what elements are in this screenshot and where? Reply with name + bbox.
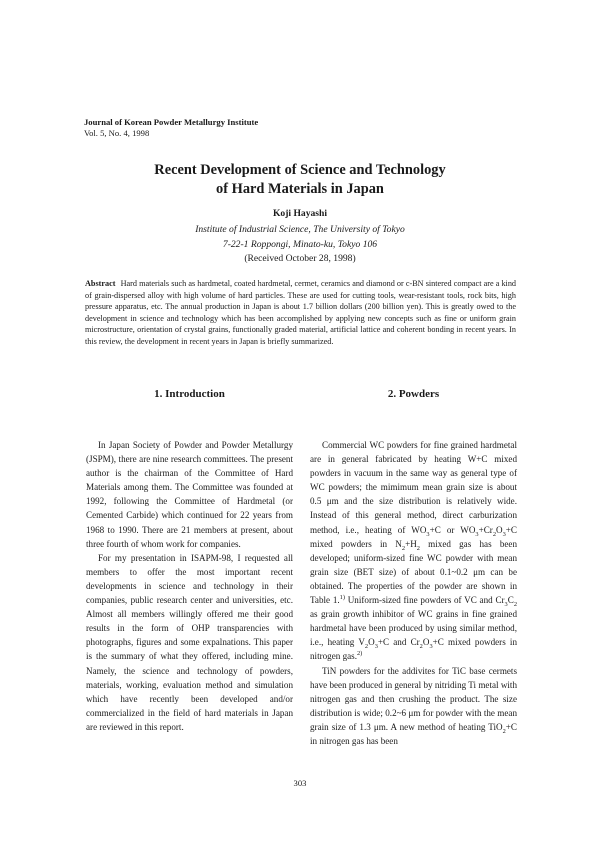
reference-1: 1): [339, 594, 345, 601]
journal-name: Journal of Korean Powder Metallurgy Institute: [84, 117, 259, 127]
title-line-2: of Hard Materials in Japan: [216, 181, 384, 197]
reference-2: 2): [356, 650, 363, 658]
page-number: 303: [293, 778, 307, 788]
article-title: [60, 161, 540, 199]
journal-volume: Vol. 5, No. 4, 1998: [84, 128, 150, 138]
powders-column: [310, 438, 517, 748]
powders-paragraph-1: Commercial WC powders for fine grained hardmetal are in general fabricated by heating W+C mixed powders in vacuum in the same way as general type of WC powders; the mimimum mean grain size is about 0.5 μm and the size distribution is relatively wide. Instead of this general method, direct carburization method, i.e., heating of $WO_3+C$ or $WO_3+Cr_2O_3+C$ mixed powders in $N_2+H_2$ mixed gas has been developed; uniform-sized fine WC powder with mean grain size (BET size) of about 0.1~0.2 μm can be obtained. The properties of the powder are shown in Table 1.$^{1)}$ Uniform-sized fine powders of VC and $Cr_3C_2$ as grain growth inhibitor of WC grains in fine grained hardmetal have been produced by using similar method, i.e., heating $V_2O_3+C$ and $Cr_2O_3+C$ mixed powders in nitrogen gas.$^{2)}$: [310, 440, 517, 662]
affiliation-line-1: Institute of Industrial Science, The University of Tokyo: [195, 224, 405, 235]
affiliation-line-2: 7-22-1 Roppongi, Minato-ku, Tokyo 106: [222, 238, 378, 250]
intro-paragraph-2: For my presentation in ISAPM-98, I requested all members to offer the most important recent developments in science and technology in their companies, public research center and universities, etc. Almost all members willingly offered me their good results in the form of OHP transparencies with photographs, figures and some expalnations. This paper is the summary of what they offered, including mine. Namely, the science and technology of powders, materials, working, evaluation method and simulation which have recently been developed and/or commercialized in the field of hard materials in Japan are reviewed in this report.: [86, 552, 293, 732]
author-name: Koji Hayashi: [272, 208, 328, 219]
journal-header: [84, 117, 258, 139]
abstract: [85, 278, 516, 348]
introduction-column: [86, 438, 293, 734]
title-line-1: Recent Development of Science and Technology: [154, 162, 446, 178]
section-heading-introduction: 1. Introduction: [154, 388, 225, 400]
affiliation-block: [60, 223, 540, 267]
abstract-text: Hard materials such as hardmetal, coated hardmetal, cermet, ceramics and diamond or c-BN sintered compact are a kind of grain-dispersed alloy with high volume of hard particles. These are used for cutting tools, wear-resistant tools, rock bits, high pressure apparatus, etc. The annual production in Japan is about 1.7 billion dollars (200 billion yen). This is greatly owed to the development in science and technology which has been accomplished by applying new concepts such as fine or uniform grain microstructure, orientation of crystal grains, functionally graded material, artificial lattice and coherent bonding in recent years. In this review, the development in recent years in Japan is briefly summarized.: [85, 279, 517, 346]
abstract-label: Abstract: [85, 279, 116, 288]
powders-paragraph-2: TiN powders for the addivites for TiC base cermets have been produced in general by nitriding Ti metal with nitrogen gas and then crushing the product. The size distribution is wide; 0.2~6 μm for powder with the mean grain size of 1.3 μm. A new method of heating TiO$_2$+C in nitrogen gas has been: [310, 665, 517, 746]
received-date: (Received October 28, 1998): [244, 253, 356, 265]
intro-paragraph-1: In Japan Society of Powder and Powder Metallurgy (JSPM), there are nine research committees. The present author is the chairman of the Committee of Hard Materials among them. The Committee was founded at 1992, following the Committee of Hardmetal (or Cemented Carbide) which continued for 22 years from 1968 to 1990. There are 21 members at present, about three fourth of whom work for companies.: [86, 440, 293, 549]
section-heading-powders: 2. Powders: [387, 388, 440, 400]
